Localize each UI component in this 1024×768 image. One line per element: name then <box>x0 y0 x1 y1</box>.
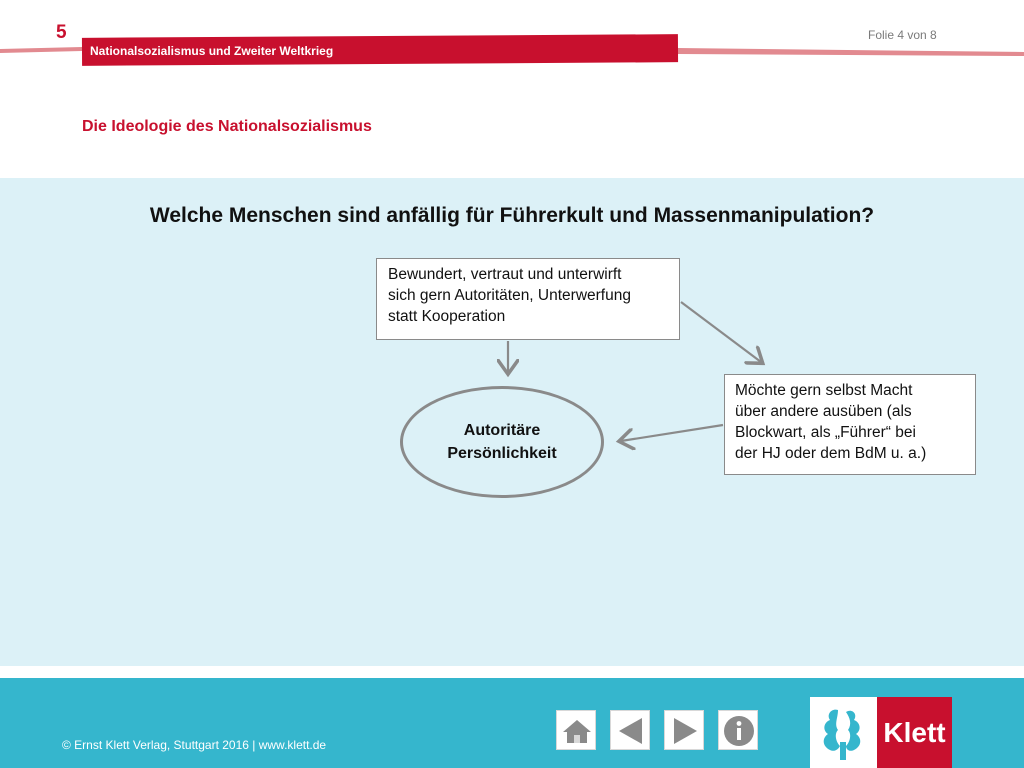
submission-box <box>376 258 680 340</box>
power-box-line: über andere ausüben (als <box>735 403 912 420</box>
info-button[interactable] <box>718 710 758 750</box>
diagram-question: Welche Menschen sind anfällig für Führerkult und Massenmanipulation? <box>149 204 875 227</box>
klett-wordmark: Klett <box>877 697 952 768</box>
previous-button[interactable] <box>610 710 650 750</box>
power-box-line: Blockwart, als „Führer“ bei <box>735 424 916 441</box>
power-box-line: der HJ oder dem BdM u. a.) <box>735 445 927 462</box>
section-title: Die Ideologie des Nationalsozialismus <box>82 118 372 135</box>
klett-tree-icon <box>816 702 872 764</box>
banner-title: Nationalsozialismus und Zweiter Weltkrieg <box>90 44 334 58</box>
next-icon <box>665 711 705 751</box>
next-button[interactable] <box>664 710 704 750</box>
submission-box-line: sich gern Autoritäten, Unterwerfung <box>388 287 631 304</box>
home-button[interactable] <box>556 710 596 750</box>
center-node-line: Autoritäre <box>463 422 541 439</box>
previous-icon <box>611 711 651 751</box>
home-icon <box>557 711 597 751</box>
power-box <box>724 374 976 475</box>
slide-counter: Folie 4 von 8 <box>868 28 937 42</box>
center-node-line: Persönlichkeit <box>447 445 557 462</box>
submission-box-line: Bewundert, vertraut und unterwirft <box>388 266 622 283</box>
authoritarian-personality-node <box>400 386 604 498</box>
info-icon <box>719 711 759 751</box>
submission-box-line: statt Kooperation <box>388 308 506 325</box>
copyright: © Ernst Klett Verlag, Stuttgart 2016 | www.klett.de <box>62 738 327 752</box>
chapter-number: 5 <box>56 22 67 43</box>
power-box-line: Möchte gern selbst Macht <box>735 382 913 399</box>
